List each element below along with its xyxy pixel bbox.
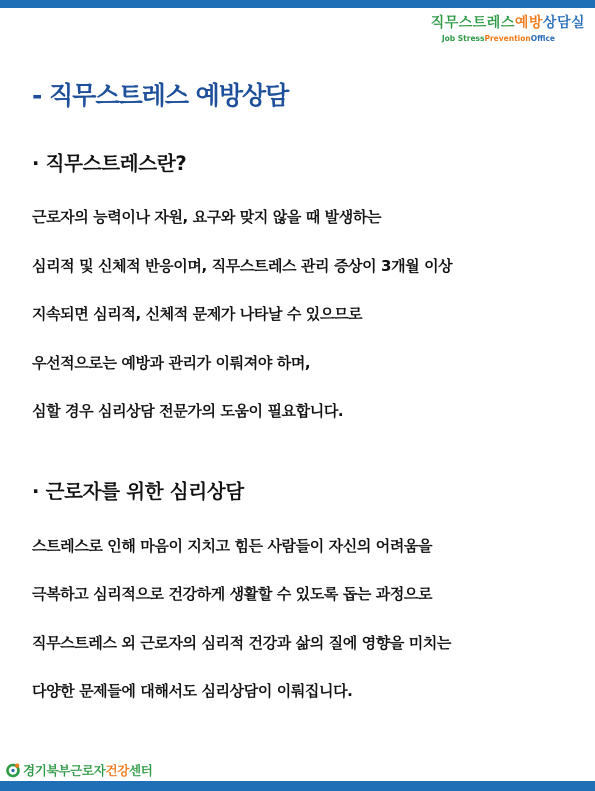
brand-sub-part2: Prevention <box>484 34 531 43</box>
top-accent-bar <box>0 0 595 8</box>
section-heading-counseling: · 근로자를 위한 심리상담 <box>32 480 244 503</box>
brand-title-part3: 상담실 <box>542 15 585 31</box>
brand-title <box>431 12 585 32</box>
paragraph-line: 심리적 및 신체적 반응이며, 직무스트레스 관리 증상이 3개월 이상 <box>32 257 453 275</box>
section-heading-job-stress: · 직무스트레스란? <box>32 152 187 175</box>
paragraph-line: 다양한 문제들에 대해서도 심리상담이 이뤄집니다. <box>32 682 353 700</box>
paragraph-line: 근로자의 능력이나 자원, 요구와 맞지 않을 때 발생하는 <box>32 208 382 226</box>
center-name-part3: 센터 <box>129 763 153 778</box>
paragraph-line: 스트레스로 인해 마음이 지치고 힘든 사람들이 자신의 어려움을 <box>32 537 433 555</box>
center-logo-icon <box>5 762 21 778</box>
brand-sub-part1: Job Stress <box>441 34 485 43</box>
paragraph-line: 극복하고 심리적으로 건강하게 생활할 수 있도록 돕는 과정으로 <box>32 585 433 603</box>
office-brand <box>431 12 585 43</box>
brand-sub-part3: Office <box>530 34 555 43</box>
center-name <box>23 761 153 779</box>
bottom-accent-bar <box>0 781 595 791</box>
paragraph-line: 지속되면 심리적, 신체적 문제가 나타날 수 있으므로 <box>32 305 363 323</box>
center-name-part1: 경기북부근로자 <box>23 763 106 778</box>
brand-title-part1: 직무스트레스 <box>430 15 515 31</box>
brand-title-part2: 예방 <box>514 15 543 31</box>
paragraph-line: 직무스트레스 외 근로자의 심리적 건강과 삶의 질에 영향을 미치는 <box>32 634 452 652</box>
paragraph-line: 우선적으로는 예방과 관리가 이뤄져야 하며, <box>32 354 311 372</box>
paragraph-line: 심할 경우 심리상담 전문가의 도움이 필요합니다. <box>32 402 344 420</box>
footer-logo <box>5 761 153 779</box>
brand-subtitle <box>431 34 555 43</box>
center-name-part2: 건강 <box>105 763 129 778</box>
page-title: - 직무스트레스 예방상담 <box>32 81 289 110</box>
